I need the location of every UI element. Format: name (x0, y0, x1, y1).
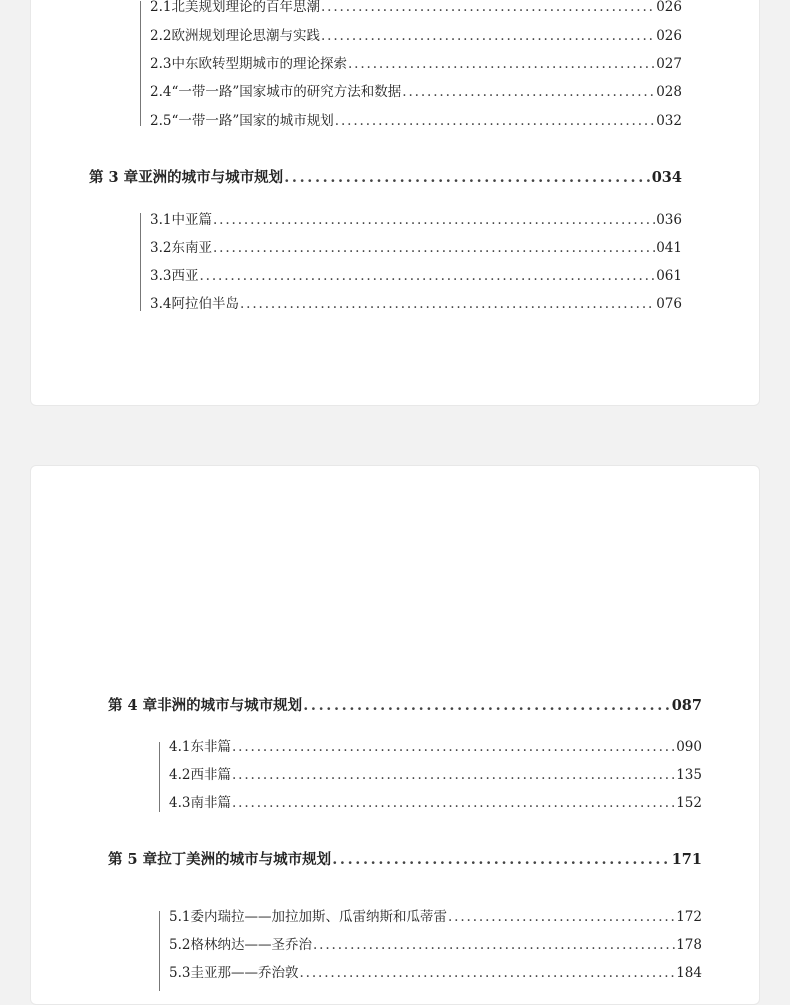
chapter-title: 亚洲的城市与城市规划 (138, 169, 284, 186)
toc-entry-3-2[interactable] (150, 237, 682, 259)
section-title: 中亚篇 (171, 212, 212, 228)
section-title: “一带一路”国家的城市规划 (171, 113, 334, 129)
section-title: 北美规划理论的百年思潮 (171, 0, 320, 15)
chapter-label: 第 3 章 (89, 169, 139, 186)
section-bar (159, 742, 160, 812)
dot-leader (402, 81, 655, 103)
toc-entry-2-4[interactable] (150, 81, 682, 103)
dot-leader (213, 209, 655, 231)
section-number: 2.2 (150, 28, 172, 44)
page-number: 090 (676, 739, 702, 755)
page-number: 135 (676, 767, 702, 783)
section-number: 2.4 (150, 84, 172, 100)
toc-entry-2-5[interactable] (150, 110, 682, 132)
chapter-title: 拉丁美洲的城市与城市规划 (157, 851, 332, 868)
toc-entry-2-3[interactable] (150, 53, 682, 75)
dot-leader (299, 962, 675, 984)
dot-leader (303, 695, 671, 717)
toc-entry-5-3[interactable] (169, 962, 702, 984)
page-number: 036 (656, 212, 682, 228)
section-title: 阿拉伯半岛 (171, 296, 239, 312)
dot-leader (199, 265, 655, 287)
page-number: 076 (656, 296, 682, 312)
page-number: 026 (656, 0, 682, 15)
page-number: 041 (656, 240, 682, 256)
section-number: 4.2 (169, 767, 191, 783)
dot-leader (348, 53, 655, 75)
dot-leader (448, 906, 675, 928)
page-number: 027 (656, 56, 682, 72)
chapter-label: 第 4 章 (108, 697, 158, 714)
page-number: 034 (651, 169, 682, 186)
section-number: 5.1 (169, 909, 191, 925)
section-title: 欧洲规划理论思潮与实践 (171, 28, 320, 44)
section-number: 3.1 (150, 212, 172, 228)
page-number: 028 (656, 84, 682, 100)
section-bar (159, 911, 160, 991)
section-title: 东南亚 (171, 240, 212, 256)
page-number: 184 (676, 965, 702, 981)
section-number: 2.1 (150, 0, 172, 15)
section-bar (140, 1, 141, 126)
toc-entry-3-1[interactable] (150, 209, 682, 231)
section-title: 西非篇 (190, 767, 231, 783)
toc-entry-2-2[interactable] (150, 25, 682, 47)
chapter-title: 非洲的城市与城市规划 (157, 697, 303, 714)
page-number: 172 (676, 909, 702, 925)
toc-chapter-5[interactable] (108, 849, 702, 871)
dot-leader (232, 764, 675, 786)
toc-entry-4-3[interactable] (169, 792, 702, 814)
dot-leader (313, 934, 675, 956)
page-number: 171 (671, 851, 702, 868)
page-number: 152 (676, 795, 702, 811)
dot-leader (335, 110, 655, 132)
dot-leader (321, 0, 655, 18)
section-title: 委内瑞拉——加拉加斯、瓜雷纳斯和瓜蒂雷 (190, 909, 447, 925)
section-number: 3.2 (150, 240, 172, 256)
page-number: 026 (656, 28, 682, 44)
toc-page-2 (30, 465, 760, 1005)
toc-page-1 (30, 0, 760, 406)
page-number: 087 (671, 697, 702, 714)
dot-leader (240, 293, 655, 315)
dot-leader (232, 792, 675, 814)
toc-entry-2-1[interactable] (150, 0, 682, 18)
dot-leader (232, 736, 675, 758)
toc-entry-4-2[interactable] (169, 764, 702, 786)
toc-entry-5-2[interactable] (169, 934, 702, 956)
section-number: 4.1 (169, 739, 191, 755)
toc-chapter-3[interactable] (89, 167, 682, 189)
section-number: 5.3 (169, 965, 191, 981)
section-bar (140, 213, 141, 311)
dot-leader (332, 849, 671, 871)
section-title: 圭亚那——乔治敦 (190, 965, 299, 981)
section-number: 4.3 (169, 795, 191, 811)
dot-leader (213, 237, 655, 259)
section-title: 中东欧转型期城市的理论探索 (171, 56, 347, 72)
section-title: 格林纳达——圣乔治 (190, 937, 312, 953)
section-title: 南非篇 (190, 795, 231, 811)
toc-entry-3-3[interactable] (150, 265, 682, 287)
chapter-label: 第 5 章 (108, 851, 158, 868)
toc-entry-5-1[interactable] (169, 906, 702, 928)
section-title: “一带一路”国家城市的研究方法和数据 (171, 84, 402, 100)
section-number: 5.2 (169, 937, 191, 953)
section-number: 2.3 (150, 56, 172, 72)
toc-entry-4-1[interactable] (169, 736, 702, 758)
dot-leader (321, 25, 655, 47)
dot-leader (284, 167, 651, 189)
toc-chapter-4[interactable] (108, 695, 702, 717)
section-number: 3.3 (150, 268, 172, 284)
toc-entry-3-4[interactable] (150, 293, 682, 315)
section-title: 东非篇 (190, 739, 231, 755)
page-number: 061 (656, 268, 682, 284)
section-title: 西亚 (171, 268, 199, 284)
section-number: 2.5 (150, 113, 172, 129)
page-number: 178 (676, 937, 702, 953)
section-number: 3.4 (150, 296, 172, 312)
page-number: 032 (656, 113, 682, 129)
